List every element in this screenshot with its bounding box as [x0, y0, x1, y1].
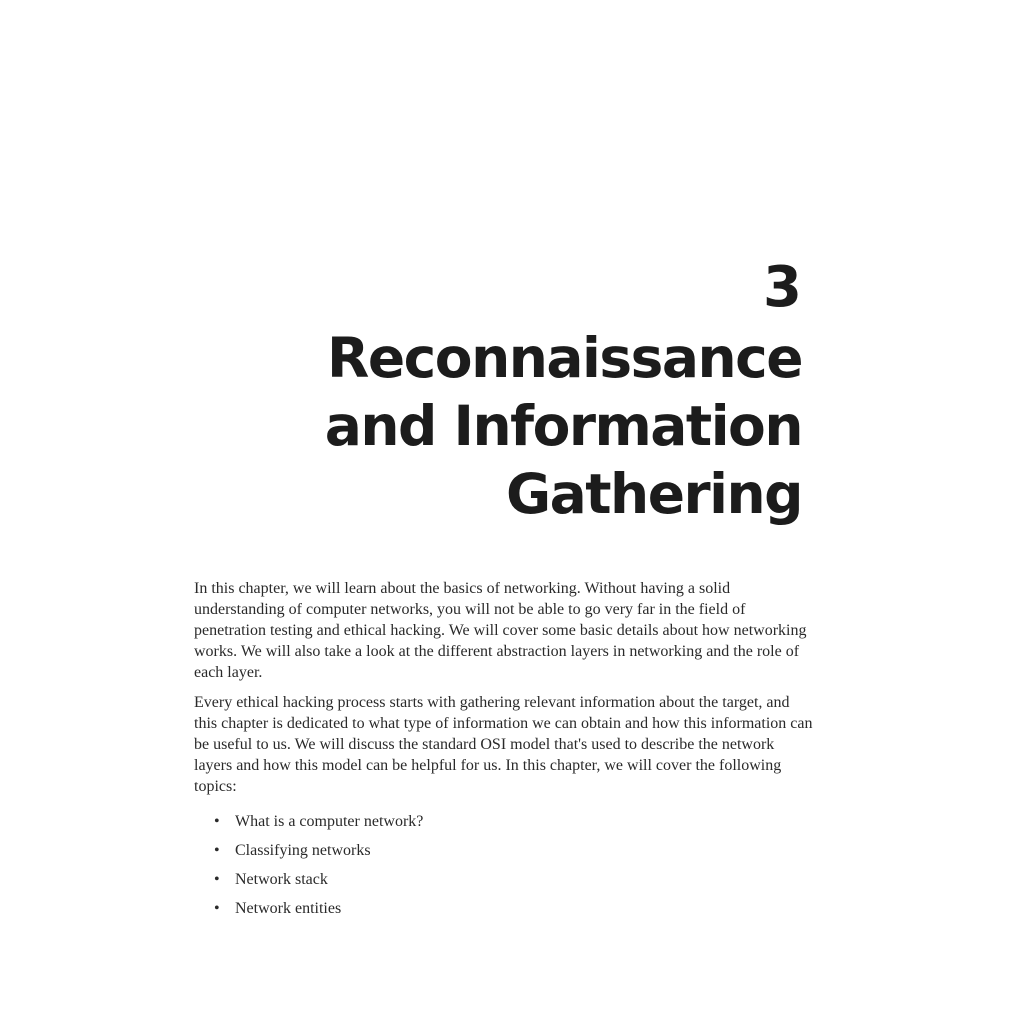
topic-item — [194, 898, 814, 919]
chapter-title — [202, 324, 802, 528]
chapter-body — [194, 578, 814, 927]
topic-label: Network stack — [235, 871, 328, 888]
chapter-number: 3 — [763, 255, 802, 320]
intro-paragraph: Every ethical hacking process starts with gathering relevant information about the target, and this chapter is dedicated to what type of information we can obtain and how this information can be useful to us. We will discuss the standard OSI model that's used to describe the network layers and how this model can be helpful for us. In this chapter, we will cover the following topics: — [194, 694, 813, 795]
topic-label: Network entities — [235, 900, 342, 917]
bullet-icon: • — [214, 813, 220, 830]
topic-list — [194, 811, 814, 919]
chapter-heading — [202, 252, 802, 528]
topic-label: Classifying networks — [235, 842, 371, 859]
chapter-title-line: and Information — [324, 394, 802, 458]
topic-item — [194, 840, 814, 861]
bullet-icon: • — [214, 871, 220, 888]
chapter-title-line: Reconnaissance — [327, 326, 802, 390]
bullet-icon: • — [214, 900, 220, 917]
topic-label: What is a computer network? — [235, 813, 424, 830]
intro-paragraph: In this chapter, we will learn about the basics of networking. Without having a solid understanding of computer networks, you will not be able to go very far in the field of penetration testing and ethical hacking. We will cover some basic details about how networking works. We will also take a look at the different abstraction layers in networking and the role of each layer. — [194, 580, 807, 681]
bullet-icon: • — [214, 842, 220, 859]
topic-item — [194, 869, 814, 890]
chapter-title-line: Gathering — [505, 462, 802, 526]
topic-item — [194, 811, 814, 832]
